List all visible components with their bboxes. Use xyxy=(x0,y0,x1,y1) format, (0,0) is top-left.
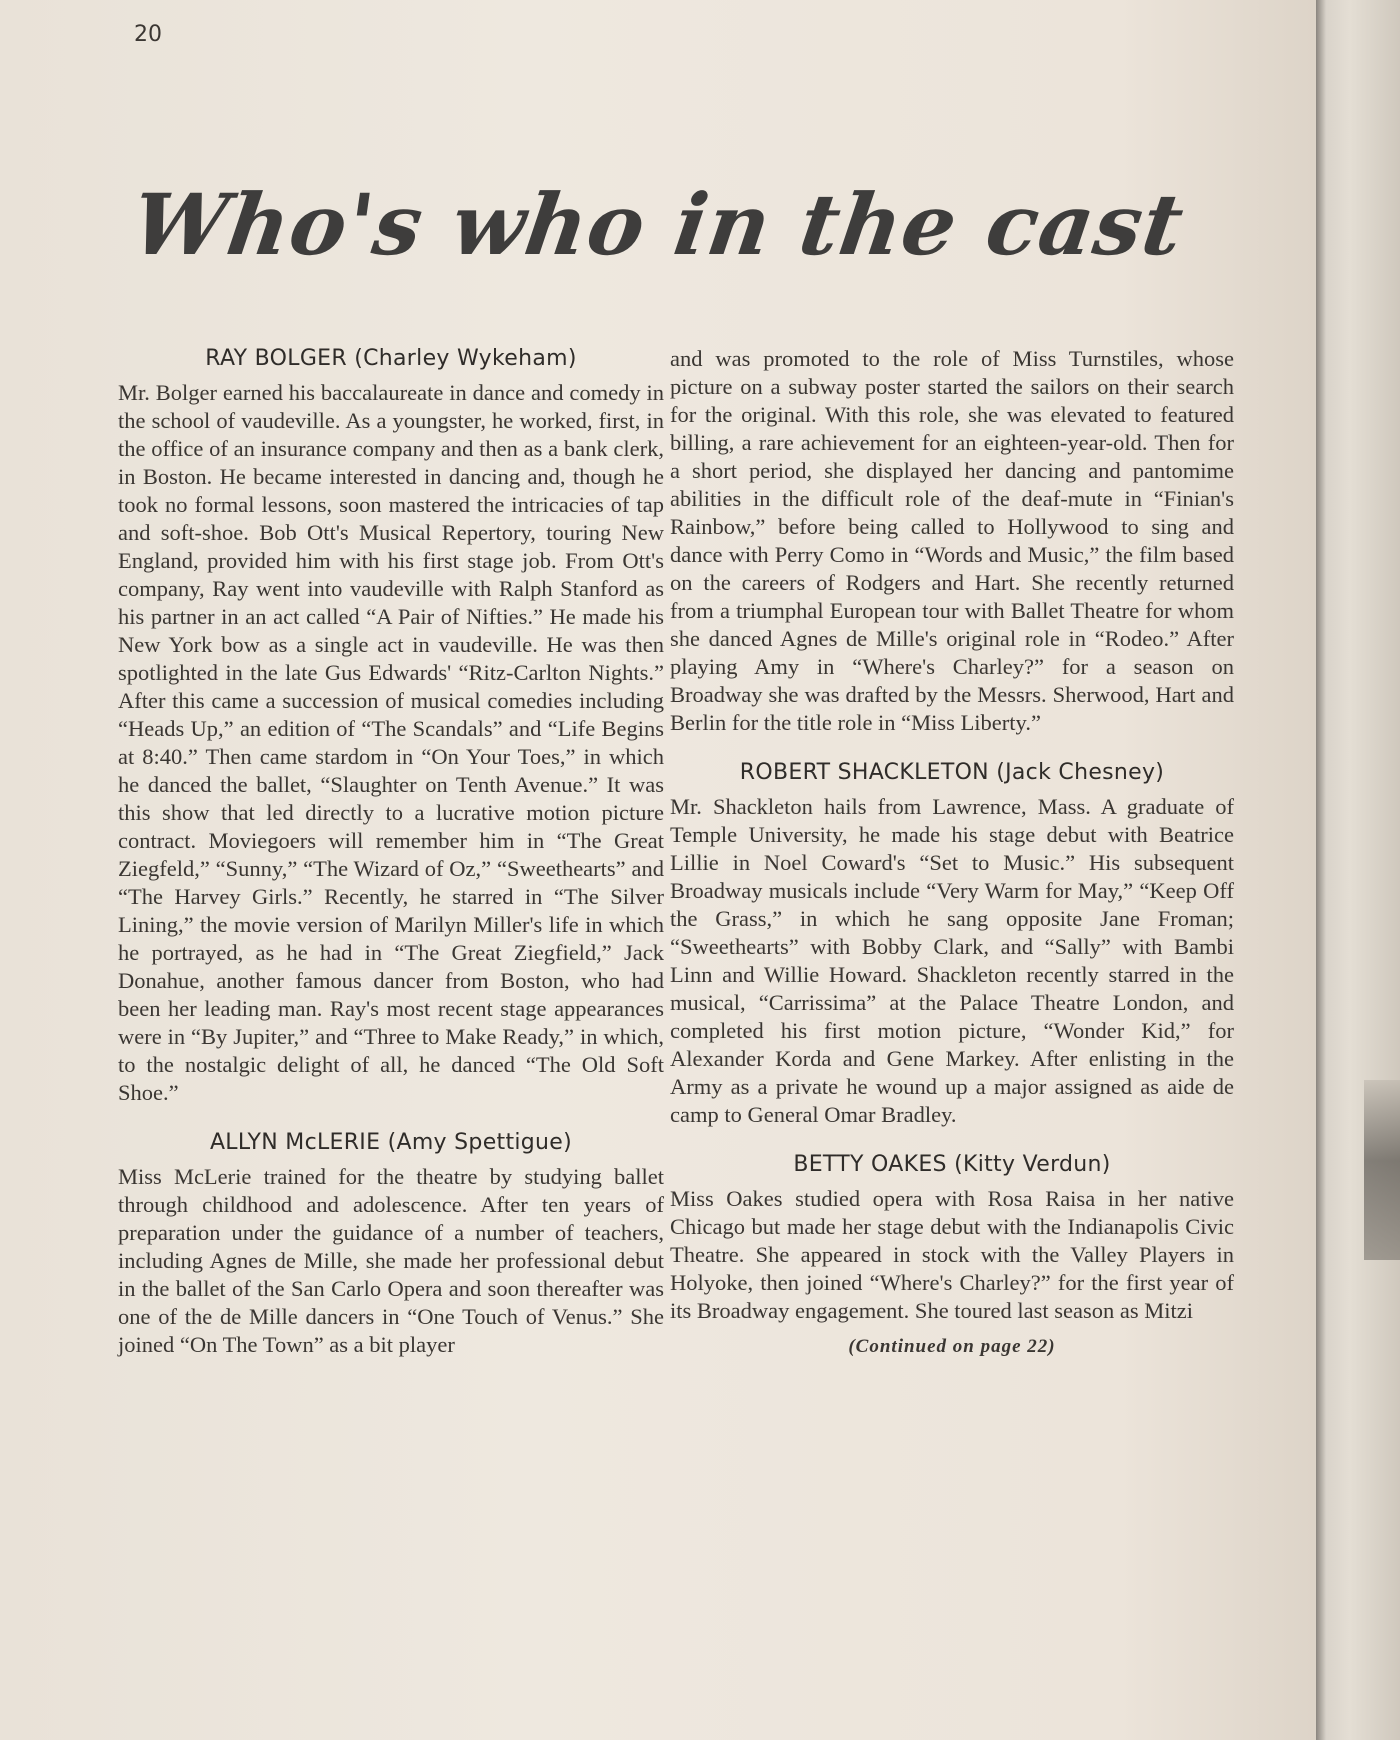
cast-heading-betty-oakes: BETTY OAKES (Kitty Verdun) xyxy=(793,1152,1111,1177)
cast-bio-allyn-mclerie: Miss McLerie trained for the theatre by studying ballet through childhood and adolescence. After ten years of preparation under the guidance of a number of teachers, including Agnes de Mille, she made her professional debut in the ballet of the San Carlo Opera and soon thereafter was one of the de Mille dancers in “One Touch of Venus.” She joined “On The Town” as a bit player xyxy=(118,1164,664,1357)
cast-bio-betty-oakes: Miss Oakes studied opera with Rosa Raisa in her native Chicago but made her stage debut with the Indianapolis Civic Theatre. She appeared in stock with the Valley Players in Holyoke, then joined “Where's Charley?” for the first year of its Broadway engagement. She toured last season as Mitzi xyxy=(670,1186,1234,1323)
cast-bio-ray-bolger: Mr. Bolger earned his baccalaureate in dance and comedy in the school of vaudeville. As a youngster, he worked, first, in the office of an insurance company and then as a bank clerk, in Boston. He became interested in dancing and, though he took no formal lessons, soon mastered the intricacies of tap and soft-shoe. Bob Ott's Musical Repertory, touring New England, provided him with his first stage job. From Ott's company, Ray went into vaudeville with Ralph Stanford as his partner in an act called “A Pair of Nifties.” He made his New York bow as a single act in vaudeville. He was then spotlighted in the late Gus Edwards' “Ritz-Carlton Nights.” After this came a succession of musical comedies including “Heads Up,” an edition of “The Scandals” and “Life Begins at 8:40.” Then came stardom in “On Your Toes,” in which he danced the ballet, “Slaughter on Tenth Avenue.” It was this show that led directly to a lucrative motion picture contract. Moviegoers will remember him in “The Great Ziegfeld,” “Sunny,” “The Wizard of Oz,” “Sweethearts” and “The Harvey Girls.” Recently, he starred in “The Silver Lining,” the movie version of Marilyn Miller's life in which he portrayed, as he had in “The Great Ziegfield,” Jack Donahue, another famous dancer from Boston, who had been her leading man. Ray's most recent stage appearances were in “By Jupiter,” and “Three to Make Ready,” in which, to the nostalgic delight of all, he danced “The Old Soft Shoe.” xyxy=(118,380,664,1105)
cast-bio-robert-shackleton: Mr. Shackleton hails from Lawrence, Mass. A graduate of Temple University, he made his stage debut with Beatrice Lillie in Noel Coward's “Set to Music.” His subsequent Broadway musicals include “Very Warm for May,” “Keep Off the Grass,” in which he sang opposite Jane Froman; “Sweethearts” with Bobby Clark, and “Sally” with Bambi Linn and Willie Howard. Shackleton recently starred in the musical, “Carrissima” at the Palace Theatre London, and completed his first motion picture, “Wonder Kid,” for Alexander Korda and Gene Markey. After enlisting in the Army as a private he wound up a major assigned as aide de camp to General Omar Bradley. xyxy=(670,794,1234,1127)
cast-heading-ray-bolger: RAY BOLGER (Charley Wykeham) xyxy=(205,346,577,371)
cast-heading-allyn-mclerie: ALLYN McLERIE (Amy Spettigue) xyxy=(209,1130,573,1155)
left-column xyxy=(118,345,664,1381)
page-number: 20 xyxy=(134,22,162,47)
adjacent-page-photo-edge xyxy=(1364,1080,1400,1260)
cast-bio-allyn-mclerie-continued: and was promoted to the role of Miss Turnstiles, whose picture on a subway poster started the sailors on their search for the original. With this role, she was elevated to featured billing, a rare achievement for an eighteen-year-old. Then for a short period, she displayed her dancing and pantomime abilities in the difficult role of the deaf-mute in “Finian's Rainbow,” before being called to Hollywood to sing and dance with Perry Como in “Words and Music,” the film based on the careers of Rodgers and Hart. She recently returned from a triumphal European tour with Ballet Theatre for whom she danced Agnes de Mille's original role in “Rodeo.” After playing Amy in “Where's Charley?” for a season on Broadway she was drafted by the Messrs. Sherwood, Hart and Berlin for the title role in “Miss Liberty.” xyxy=(670,346,1234,735)
cast-heading-robert-shackleton: ROBERT SHACKLETON (Jack Chesney) xyxy=(739,760,1165,785)
continued-note: (Continued on page 22) xyxy=(848,1336,1056,1357)
adjacent-page-edge xyxy=(1316,0,1400,1740)
page-title: Who's who in the cast xyxy=(126,175,1190,274)
right-column xyxy=(670,345,1234,1361)
